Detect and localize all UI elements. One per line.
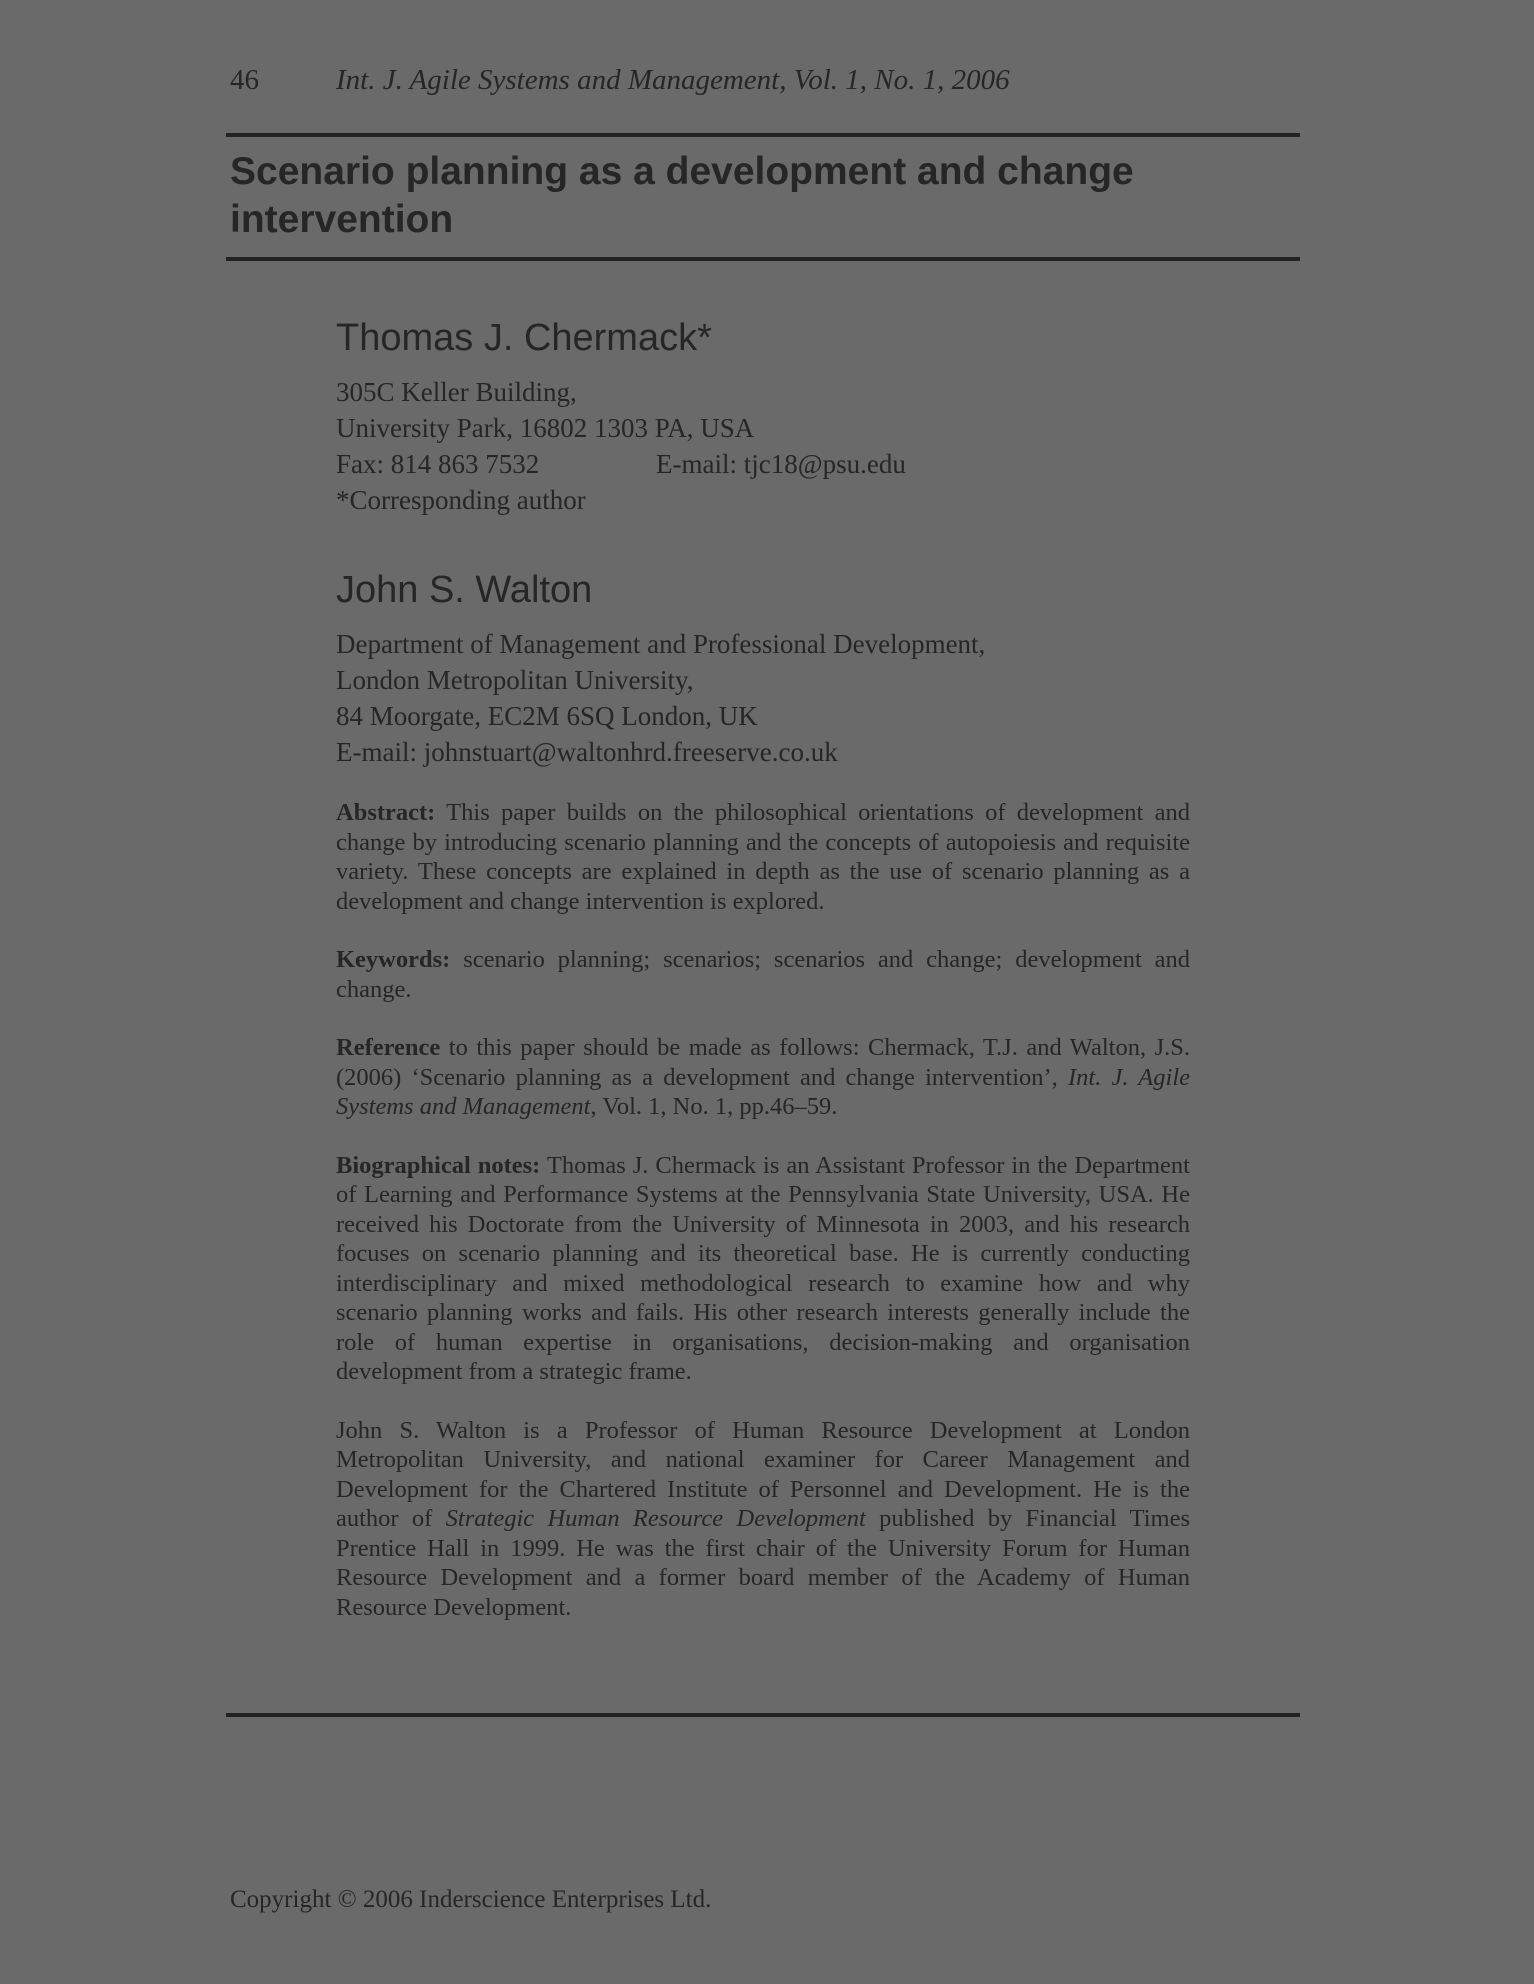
reference: [336, 1033, 1190, 1122]
bio-walton: [336, 1416, 1190, 1623]
address-line: 305C Keller Building,: [336, 377, 577, 407]
reference-text-end: , Vol. 1, No. 1, pp.46–59.: [590, 1093, 838, 1120]
bio-chermack: Thomas J. Chermack is an Assistant Professor in the Department of Learning and Performance Systems at the Pennsylvania State University, USA. He received his Doctorate from the University of Minnesota in 2003, and his research focuses on scenario planning and its theoretical base. He is currently conducting interdisciplinary and mixed methodological research to examine how and why scenario planning works and fails. His other research interests generally include the role of human expertise in organisations, decision-making and organisation development from a strategic frame.: [336, 1151, 1190, 1385]
address-line: University Park, 16802 1303 PA, USA: [336, 413, 755, 443]
front-matter: [336, 314, 1190, 1622]
running-head: [230, 64, 1010, 97]
abstract-label: Abstract:: [336, 799, 436, 826]
fax-number: Fax: 814 863 7532: [336, 449, 540, 479]
author-name: John S. Walton: [336, 569, 593, 611]
keywords-label: Keywords:: [336, 946, 451, 973]
author-block-walton: [336, 566, 1190, 770]
abstract: [336, 798, 1190, 916]
address-line: London Metropolitan University,: [336, 665, 694, 695]
author-name: Thomas J. Chermack*: [336, 317, 712, 359]
bio-walton-text: John S. Walton is a Professor of Human Resource Development at London Metropolitan University, and national examiner for Career Management and Development for the Chartered Institute of Personnel and Development. He is the author of: [336, 1416, 1190, 1532]
reference-text: to this paper should be made as follows: Chermack, T.J. and Walton, J.S. (2006) ‘Scenario planning as a development and change intervention’,: [336, 1034, 1190, 1091]
page-number: 46: [230, 64, 259, 96]
email-address: E-mail: johnstuart@waltonhrd.freeserve.co.uk: [336, 737, 838, 767]
abstract-text: This paper builds on the philosophical orientations of development and change by introducing scenario planning and the concepts of autopoiesis and requisite variety. These concepts are explained in depth as the use of scenario planning as a development and change intervention is explored.: [336, 799, 1190, 915]
copyright-notice: Copyright © 2006 Inderscience Enterprises Ltd.: [230, 1886, 712, 1913]
bio-walton-text-end: published by Financial Times Prentice Hall in 1999. He was the first chair of the University Forum for Human Resource Development and a former board member of the Academy of Human Resource Development.: [336, 1505, 1190, 1621]
top-rule: [226, 133, 1300, 137]
contact-line: [336, 446, 1190, 482]
author-address: [336, 626, 1190, 770]
reference-label: Reference: [336, 1034, 441, 1061]
paper-title: Scenario planning as a development and change intervention: [230, 150, 1134, 241]
journal-citation: Int. J. Agile Systems and Management, Vol. 1, No. 1, 2006: [336, 64, 1010, 96]
address-line: Department of Management and Professional Development,: [336, 629, 986, 659]
address-line: 84 Moorgate, EC2M 6SQ London, UK: [336, 701, 758, 731]
keywords: [336, 945, 1190, 1004]
email-address: E-mail: tjc18@psu.edu: [656, 449, 906, 479]
biographical-label: Biographical notes:: [336, 1151, 541, 1179]
author-block-chermack: [336, 314, 1190, 518]
author-address: [336, 374, 1190, 518]
corresponding-author-note: *Corresponding author: [336, 485, 586, 515]
biographical-notes: [336, 1151, 1190, 1387]
bottom-rule: [226, 1713, 1300, 1717]
book-title: Strategic Human Resource Development: [445, 1505, 866, 1532]
title-rule: [226, 257, 1300, 261]
keywords-text: scenario planning; scenarios; scenarios and change; development and change.: [336, 946, 1190, 1003]
reference-journal: Int. J. Agile Systems and Management: [336, 1063, 1191, 1120]
